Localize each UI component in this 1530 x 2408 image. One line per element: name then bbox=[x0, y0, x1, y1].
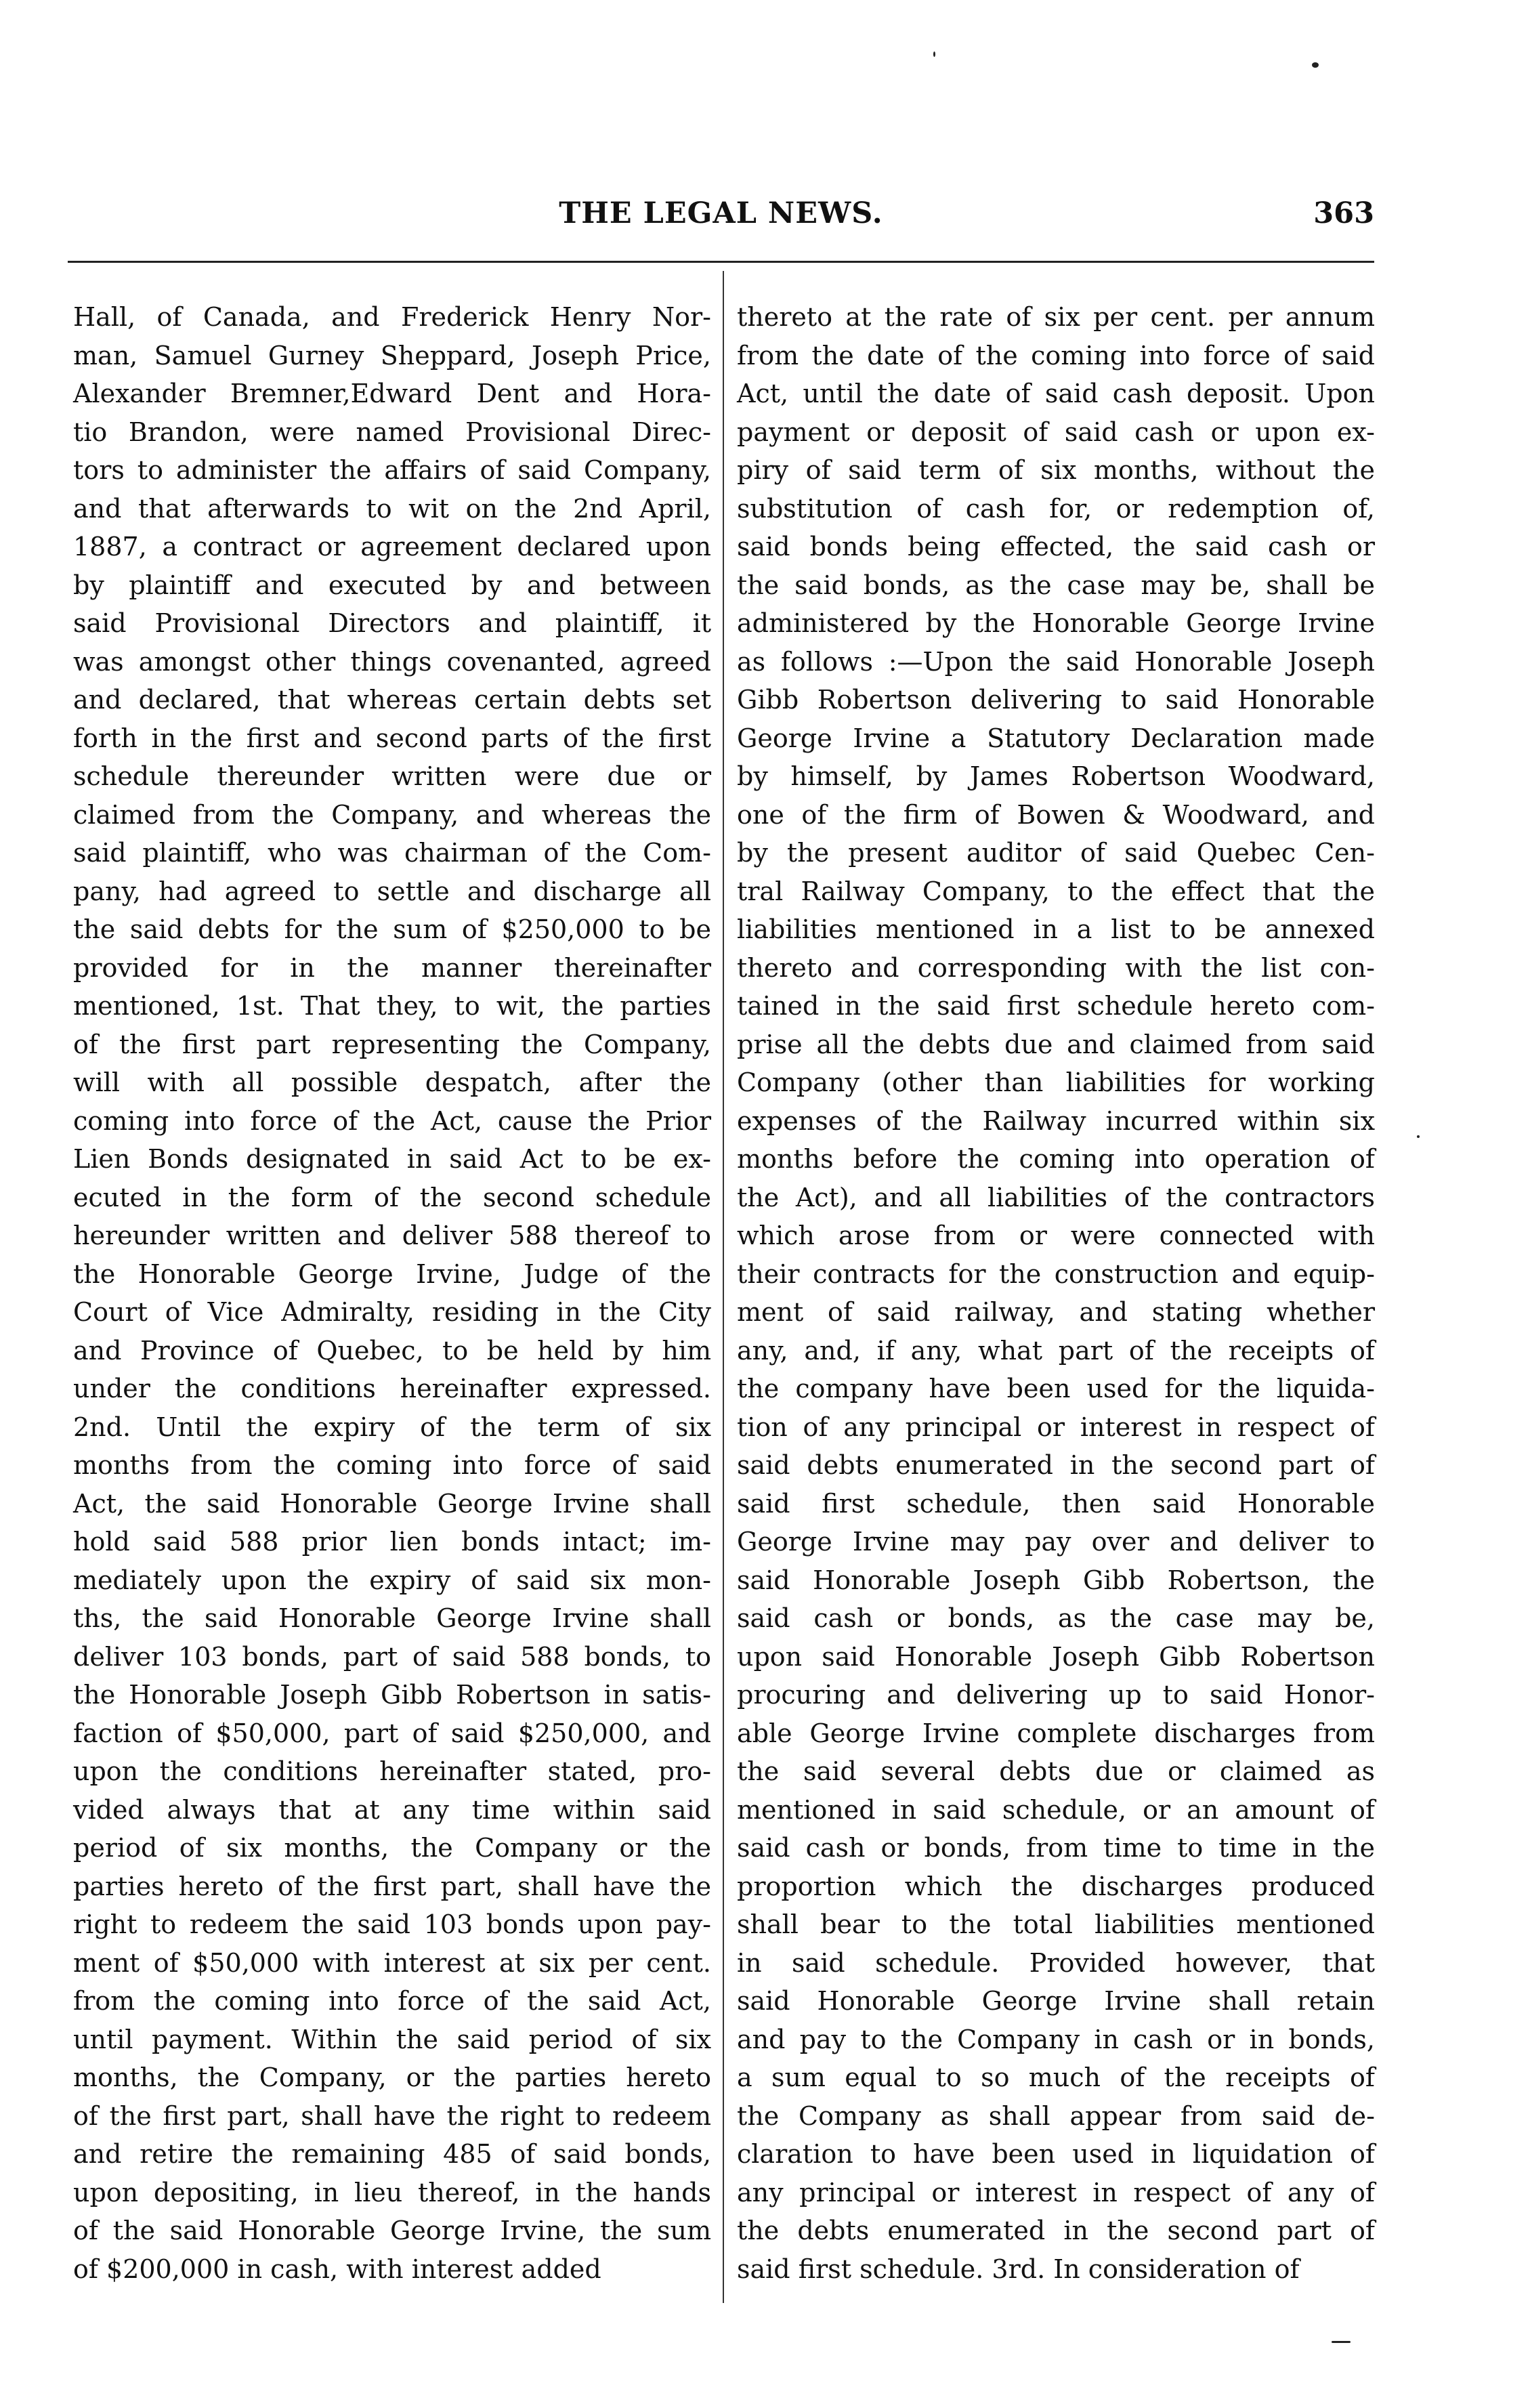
text-line: claimed from the Company, and whereas the bbox=[73, 799, 711, 830]
text-line: George Irvine may pay over and deliver to bbox=[737, 1527, 1375, 1557]
page-title: THE LEGAL NEWS. bbox=[559, 196, 883, 230]
text-line: man, Samuel Gurney Sheppard, Joseph Price, bbox=[73, 340, 711, 371]
text-line: mentioned, 1st. That they, to wit, the parties bbox=[73, 991, 711, 1021]
text-line: their contracts for the construction and equip- bbox=[737, 1259, 1375, 1289]
text-line: expenses of the Railway incurred within six bbox=[737, 1105, 1375, 1136]
text-line: Lien Bonds designated in said Act to be ex- bbox=[73, 1144, 711, 1174]
text-line: liabilities mentioned in a list to be annexed bbox=[737, 914, 1375, 944]
text-line: the Company as shall appear from said de- bbox=[737, 2100, 1375, 2131]
text-line: upon said Honorable Joseph Gibb Robertson bbox=[737, 1641, 1375, 1672]
text-line: payment or deposit of said cash or upon ex- bbox=[737, 417, 1375, 447]
text-line: and retire the remaining 485 of said bonds, bbox=[73, 2139, 711, 2169]
text-line: which arose from or were connected with bbox=[737, 1221, 1375, 1250]
text-line: provided for in the manner thereinafter bbox=[73, 952, 711, 983]
text-line: hereunder written and deliver 588 thereof to bbox=[73, 1221, 711, 1250]
text-line: said bonds being effected, the said cash or bbox=[737, 532, 1375, 562]
text-line: Alexander Bremner,Edward Dent and Hora- bbox=[73, 379, 711, 408]
text-line: the said several debts due or claimed as bbox=[737, 1756, 1375, 1786]
text-line: until payment. Within the said period of six bbox=[73, 2024, 711, 2054]
text-line: claration to have been used in liquidation of bbox=[737, 2139, 1375, 2169]
text-line: months before the coming into operation of bbox=[737, 1144, 1375, 1174]
text-line: said cash or bonds, from time to time in the bbox=[737, 1833, 1375, 1863]
text-line: the Honorable Joseph Gibb Robertson in satis- bbox=[73, 1680, 711, 1710]
text-line: was amongst other things covenanted, agreed bbox=[73, 646, 711, 677]
text-line: deliver 103 bonds, part of said 588 bonds, to bbox=[73, 1641, 711, 1672]
text-line: said Honorable George Irvine shall retain bbox=[737, 1986, 1375, 2016]
ink-speck bbox=[933, 51, 935, 57]
text-line: ecuted in the form of the second schedule bbox=[73, 1182, 711, 1212]
text-line: the company have been used for the liquida- bbox=[737, 1374, 1375, 1403]
text-line: any, and, if any, what part of the receipts of bbox=[737, 1335, 1375, 1366]
page-number: 363 bbox=[1313, 196, 1374, 230]
text-line: hold said 588 prior lien bonds intact; im- bbox=[73, 1527, 711, 1557]
text-line: months, the Company, or the parties hereto bbox=[73, 2063, 711, 2092]
text-line: piry of said term of six months, without the bbox=[737, 455, 1375, 485]
ink-speck bbox=[1332, 2341, 1351, 2343]
text-line: Gibb Robertson delivering to said Honorable bbox=[737, 685, 1375, 715]
text-line: by plaintiff and executed by and between bbox=[73, 570, 711, 600]
text-line: parties hereto of the first part, shall have the bbox=[73, 1871, 711, 1901]
text-line: will with all possible despatch, after the bbox=[73, 1068, 711, 1097]
text-line: from the coming into force of the said Act, bbox=[73, 1986, 711, 2016]
text-line: said first schedule. 3rd. In consideration of bbox=[737, 2254, 1300, 2284]
text-line: said plaintiff, who was chairman of the Com- bbox=[73, 838, 711, 868]
text-line: ths, the said Honorable George Irvine shall bbox=[73, 1603, 711, 1633]
right-column bbox=[737, 298, 1375, 2288]
text-line: the said bonds, as the case may be, shall be bbox=[737, 570, 1375, 600]
text-line: said Honorable Joseph Gibb Robertson, the bbox=[737, 1565, 1375, 1595]
text-line: said Provisional Directors and plaintiff, it bbox=[73, 608, 711, 638]
text-line: mentioned in said schedule, or an amount of bbox=[737, 1794, 1375, 1825]
text-line: the Act), and all liabilities of the contractors bbox=[737, 1182, 1375, 1212]
text-line: under the conditions hereinafter expressed. bbox=[73, 1374, 711, 1403]
text-line: coming into force of the Act, cause the Prior bbox=[73, 1105, 711, 1136]
text-line: one of the firm of Bowen & Woodward, and bbox=[737, 799, 1375, 830]
text-line: procuring and delivering up to said Honor- bbox=[737, 1680, 1375, 1710]
text-line: tion of any principal or interest in respect of bbox=[737, 1412, 1375, 1442]
text-line: right to redeem the said 103 bonds upon pay- bbox=[73, 1909, 711, 1939]
text-line: forth in the first and second parts of the first bbox=[73, 723, 711, 753]
column-divider bbox=[723, 271, 724, 2303]
text-line: substitution of cash for, or redemption of, bbox=[737, 493, 1375, 524]
text-line: said cash or bonds, as the case may be, bbox=[737, 1603, 1375, 1633]
text-line: and Province of Quebec, to be held by him bbox=[73, 1335, 711, 1366]
text-line: thereto at the rate of six per cent. per annum bbox=[737, 302, 1375, 332]
text-line: able George Irvine complete discharges from bbox=[737, 1718, 1375, 1748]
text-line: said debts enumerated in the second part of bbox=[737, 1450, 1375, 1480]
page-header bbox=[68, 0, 1374, 271]
text-line: tained in the said first schedule hereto com- bbox=[737, 991, 1375, 1021]
text-line: upon the conditions hereinafter stated, pro- bbox=[73, 1756, 711, 1786]
text-line: Company (other than liabilities for working bbox=[737, 1068, 1375, 1097]
text-line: prise all the debts due and claimed from said bbox=[737, 1029, 1375, 1059]
text-line: Act, until the date of said cash deposit. Upon bbox=[737, 379, 1375, 408]
text-line: George Irvine a Statutory Declaration made bbox=[737, 723, 1375, 753]
text-line: schedule thereunder written were due or bbox=[73, 761, 711, 791]
ink-speck bbox=[1312, 62, 1319, 68]
text-line: as follows :—Upon the said Honorable Joseph bbox=[737, 646, 1375, 677]
text-line: from the date of the coming into force of said bbox=[737, 340, 1375, 371]
text-line: of $200,000 in cash, with interest added bbox=[73, 2254, 601, 2284]
text-line: Court of Vice Admiralty, residing in the City bbox=[73, 1297, 711, 1327]
text-line: shall bear to the total liabilities mentioned bbox=[737, 1909, 1375, 1939]
text-line: said first schedule, then said Honorable bbox=[737, 1488, 1375, 1519]
left-column bbox=[73, 298, 711, 2288]
text-line: by himself, by James Robertson Woodward, bbox=[737, 761, 1375, 791]
ink-speck bbox=[1417, 1135, 1420, 1138]
text-line: the debts enumerated in the second part of bbox=[737, 2216, 1375, 2245]
header-rule bbox=[68, 261, 1374, 263]
text-line: any principal or interest in respect of any of bbox=[737, 2177, 1375, 2208]
text-line: 2nd. Until the expiry of the term of six bbox=[73, 1412, 711, 1442]
text-line: and that afterwards to wit on the 2nd April, bbox=[73, 493, 711, 524]
text-line: thereto and corresponding with the list con- bbox=[737, 952, 1375, 983]
text-line: of the said Honorable George Irvine, the sum bbox=[73, 2216, 711, 2245]
text-line: months from the coming into force of said bbox=[73, 1450, 711, 1480]
text-line: tors to administer the affairs of said Company, bbox=[73, 455, 711, 485]
text-line: a sum equal to so much of the receipts of bbox=[737, 2063, 1375, 2092]
text-line: Act, the said Honorable George Irvine shall bbox=[73, 1488, 711, 1519]
text-line: of the first part representing the Company, bbox=[73, 1029, 711, 1059]
text-line: in said schedule. Provided however, that bbox=[737, 1947, 1375, 1978]
text-line: 1887, a contract or agreement declared upon bbox=[73, 532, 711, 562]
text-line: of the first part, shall have the right to redeem bbox=[73, 2100, 711, 2131]
text-line: by the present auditor of said Quebec Cen- bbox=[737, 838, 1375, 868]
text-line: upon depositing, in lieu thereof, in the hands bbox=[73, 2177, 711, 2208]
text-line: proportion which the discharges produced bbox=[737, 1871, 1375, 1901]
text-line: ment of $50,000 with interest at six per cent. bbox=[73, 1947, 711, 1978]
text-line: vided always that at any time within said bbox=[73, 1794, 711, 1825]
text-line: the Honorable George Irvine, Judge of the bbox=[73, 1259, 711, 1289]
text-line: and pay to the Company in cash or in bonds, bbox=[737, 2024, 1375, 2054]
text-line: mediately upon the expiry of said six mon- bbox=[73, 1565, 711, 1595]
text-line: administered by the Honorable George Irvine bbox=[737, 608, 1375, 638]
text-line: tral Railway Company, to the effect that the bbox=[737, 876, 1375, 906]
text-line: period of six months, the Company or the bbox=[73, 1833, 711, 1863]
text-line: pany, had agreed to settle and discharge all bbox=[73, 876, 711, 906]
text-line: ment of said railway, and stating whether bbox=[737, 1297, 1375, 1327]
text-line: and declared, that whereas certain debts set bbox=[73, 685, 711, 715]
text-line: faction of $50,000, part of said $250,000, and bbox=[73, 1718, 711, 1748]
text-line: the said debts for the sum of $250,000 to be bbox=[73, 914, 711, 944]
text-line: tio Brandon, were named Provisional Direc- bbox=[73, 417, 711, 447]
text-line: Hall, of Canada, and Frederick Henry Nor- bbox=[73, 302, 711, 332]
